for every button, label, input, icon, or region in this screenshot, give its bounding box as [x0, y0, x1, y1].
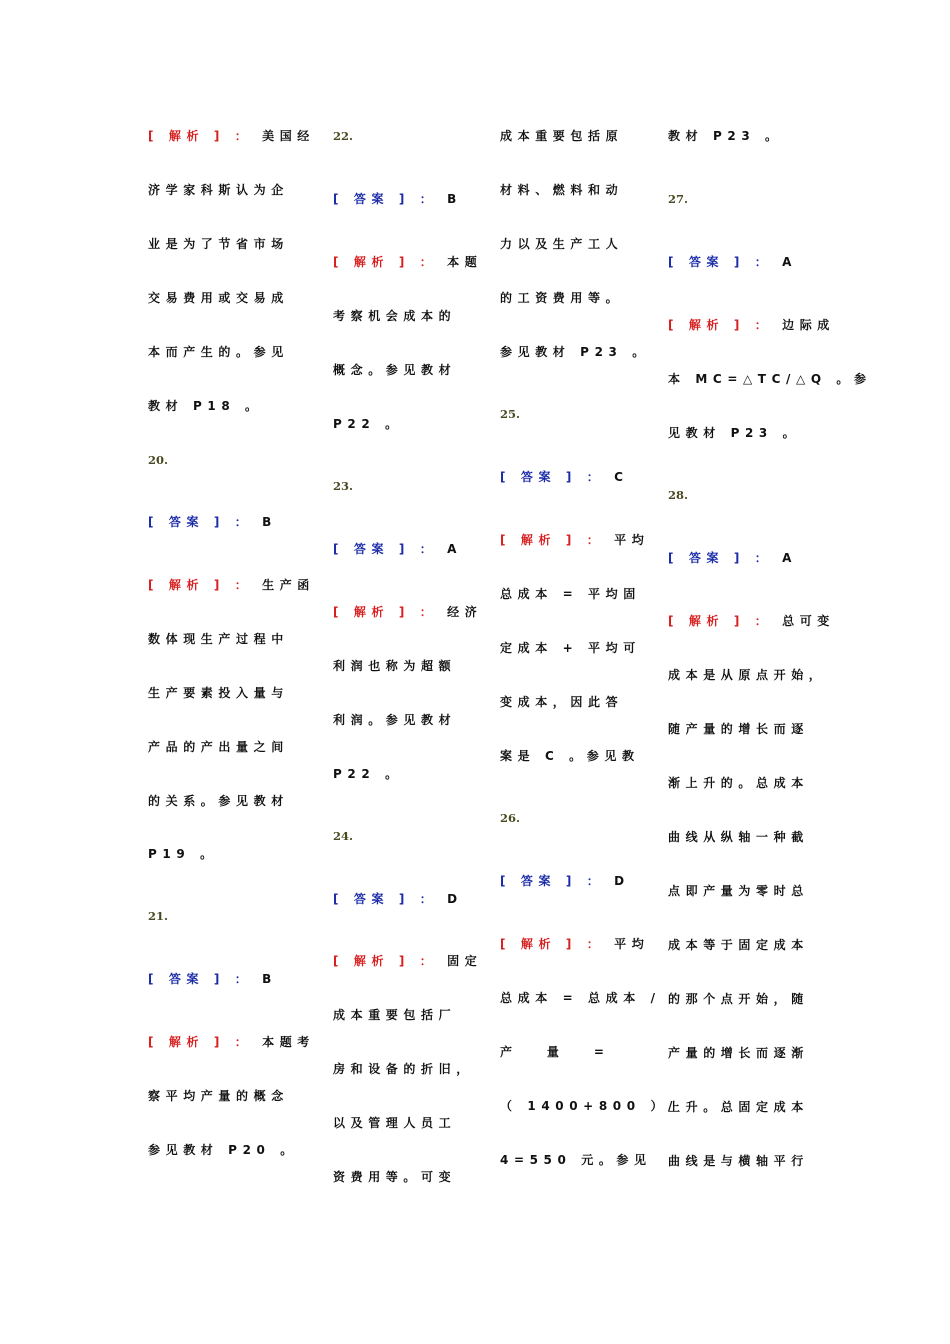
analysis-text: 经济	[447, 605, 483, 619]
body-text-line: 成本重要包括厂	[333, 1008, 457, 1022]
analysis-line	[333, 603, 482, 621]
body-text-line: 产量的增长而逐渐	[668, 1046, 809, 1060]
answer-line	[148, 513, 277, 531]
question-number: 25.	[500, 407, 521, 421]
analysis-text: 平均	[614, 937, 650, 951]
answer-value: A	[447, 542, 462, 556]
analysis-line	[668, 612, 835, 630]
body-text-line: 资费用等。可变	[333, 1170, 457, 1184]
analysis-line	[148, 127, 315, 145]
answer-label: [ 答案 ]	[148, 515, 225, 529]
label-colon: ：	[419, 542, 438, 556]
body-text-line: 见教材 P23 。	[668, 426, 801, 440]
analysis-line	[500, 531, 649, 549]
answer-line	[333, 890, 463, 908]
answer-line	[500, 468, 629, 486]
label-colon: ：	[754, 318, 773, 332]
answer-line	[500, 872, 630, 890]
analysis-label: [ 解析 ]	[148, 1035, 225, 1049]
body-text-line: 随产量的增长而逐	[668, 722, 809, 736]
body-text-line: 察平均产量的概念	[148, 1089, 289, 1103]
body-text-line: 考察机会成本的	[333, 309, 457, 323]
answer-label: [ 答案 ]	[500, 874, 577, 888]
analysis-line	[500, 935, 649, 953]
answer-value: D	[614, 874, 630, 888]
analysis-label: [ 解析 ]	[148, 129, 225, 143]
label-colon: ：	[234, 515, 253, 529]
label-colon: ：	[754, 614, 773, 628]
body-text-line: P22 。	[333, 767, 403, 781]
label-colon: ：	[234, 578, 253, 592]
analysis-line	[148, 576, 315, 594]
analysis-line	[333, 253, 482, 271]
answer-label: [ 答案 ]	[500, 470, 577, 484]
body-text-line: 的工资费用等。	[500, 291, 624, 305]
body-text-line: 房和设备的折旧，	[333, 1062, 474, 1076]
body-text-line: 力以及生产工人	[500, 237, 624, 251]
body-text-line: 成本重要包括原	[500, 129, 624, 143]
body-text-line: 渐上升的。总成本	[668, 776, 809, 790]
label-colon: ：	[419, 892, 438, 906]
label-colon: ：	[419, 255, 438, 269]
label-colon: ：	[419, 605, 438, 619]
label-colon: ：	[754, 551, 773, 565]
answer-line	[148, 970, 277, 988]
body-text-line: 总成本 = 平均固	[500, 587, 641, 601]
body-text-line: 变成本，因此答	[500, 695, 624, 709]
body-text-line: P19 。	[148, 847, 218, 861]
body-text-line: 本而产生的。参见	[148, 345, 289, 359]
body-text-line: 的那个点开始，随	[668, 992, 809, 1006]
answer-value: A	[782, 255, 797, 269]
analysis-label: [ 解析 ]	[333, 255, 410, 269]
analysis-text: 总可变	[782, 614, 835, 628]
label-colon: ：	[586, 874, 605, 888]
analysis-text: 美国经	[262, 129, 315, 143]
body-text-line: 的关系。参见教材	[148, 794, 289, 808]
answer-line	[333, 190, 462, 208]
body-text-line: 以及管理人员工	[333, 1116, 457, 1130]
question-number: 22.	[333, 129, 354, 143]
body-text-line: 参见教材 P20 。	[148, 1143, 298, 1157]
answer-value: C	[614, 470, 629, 484]
question-number: 24.	[333, 829, 354, 843]
answer-value: B	[447, 192, 462, 206]
analysis-text: 生产函	[262, 578, 315, 592]
body-text-line: 数体现生产过程中	[148, 632, 289, 646]
label-colon: ：	[419, 192, 438, 206]
answer-label: [ 答案 ]	[668, 551, 745, 565]
label-colon: ：	[586, 533, 605, 547]
body-text-line: 案是 C 。参见教	[500, 749, 640, 763]
label-colon: ：	[234, 129, 253, 143]
question-number: 27.	[668, 192, 689, 206]
analysis-label: [ 解析 ]	[500, 937, 577, 951]
body-text-line: 成本是从原点开始，	[668, 668, 827, 682]
answer-label: [ 答案 ]	[668, 255, 745, 269]
body-text-line: 产品的产出量之间	[148, 740, 289, 754]
label-colon: ：	[234, 972, 253, 986]
body-text-line: 4=550 元。参见	[500, 1153, 652, 1167]
question-number: 28.	[668, 488, 689, 502]
label-colon: ：	[234, 1035, 253, 1049]
body-text-line: 济学家科斯认为企	[148, 183, 289, 197]
body-text-line: 参见教材 P23 。	[500, 345, 650, 359]
body-text-line: 本 MC=△TC/△Q 。参	[668, 372, 872, 386]
body-text-line: 利润也称为超额	[333, 659, 457, 673]
body-text-line: 业是为了节省市场	[148, 237, 289, 251]
answer-value: B	[262, 515, 277, 529]
analysis-label: [ 解析 ]	[500, 533, 577, 547]
question-number: 20.	[148, 453, 169, 467]
answer-line	[333, 540, 462, 558]
answer-label: [ 答案 ]	[333, 892, 410, 906]
body-text-line: 曲线从纵轴一种截	[668, 830, 809, 844]
body-text-line: 产 量 =	[500, 1045, 610, 1059]
analysis-text: 固定	[447, 954, 483, 968]
body-text-line: 材料、燃料和动	[500, 183, 624, 197]
body-text-line: 生产要素投入量与	[148, 686, 289, 700]
label-colon: ：	[754, 255, 773, 269]
body-text-line: 点即产量为零时总	[668, 884, 809, 898]
analysis-label: [ 解析 ]	[668, 614, 745, 628]
analysis-line	[668, 316, 835, 334]
answer-label: [ 答案 ]	[148, 972, 225, 986]
body-text-line: 上升。总固定成本	[668, 1100, 809, 1114]
analysis-text: 边际成	[782, 318, 835, 332]
label-colon: ：	[419, 954, 438, 968]
body-text-line: 总成本 = 总成本 /	[500, 991, 661, 1005]
analysis-text: 本题	[447, 255, 483, 269]
body-text-line: 成本等于固定成本	[668, 938, 809, 952]
answer-label: [ 答案 ]	[333, 192, 410, 206]
label-colon: ：	[586, 937, 605, 951]
body-text-line: 概念。参见教材	[333, 363, 457, 377]
body-text-line: 教材 P18 。	[148, 399, 263, 413]
body-text-line: P22 。	[333, 417, 403, 431]
analysis-label: [ 解析 ]	[333, 605, 410, 619]
analysis-text: 平均	[614, 533, 650, 547]
answer-value: D	[447, 892, 463, 906]
body-text-line: 教材 P23 。	[668, 129, 783, 143]
answer-value: B	[262, 972, 277, 986]
answer-line	[668, 253, 797, 271]
analysis-label: [ 解析 ]	[333, 954, 410, 968]
answer-label: [ 答案 ]	[333, 542, 410, 556]
analysis-text: 本题考	[262, 1035, 315, 1049]
body-text-line: 曲线是与横轴平行	[668, 1154, 809, 1168]
question-number: 23.	[333, 479, 354, 493]
question-number: 21.	[148, 909, 169, 923]
body-text-line: 交易费用或交易成	[148, 291, 289, 305]
body-text-line: 利润。参见教材	[333, 713, 457, 727]
label-colon: ：	[586, 470, 605, 484]
body-text-line: 定成本 + 平均可	[500, 641, 641, 655]
analysis-line	[333, 952, 482, 970]
question-number: 26.	[500, 811, 521, 825]
answer-value: A	[782, 551, 797, 565]
analysis-line	[148, 1033, 315, 1051]
analysis-label: [ 解析 ]	[668, 318, 745, 332]
answer-line	[668, 549, 797, 567]
body-text-line: （ 1400+800 ）/	[500, 1099, 679, 1113]
analysis-label: [ 解析 ]	[148, 578, 225, 592]
